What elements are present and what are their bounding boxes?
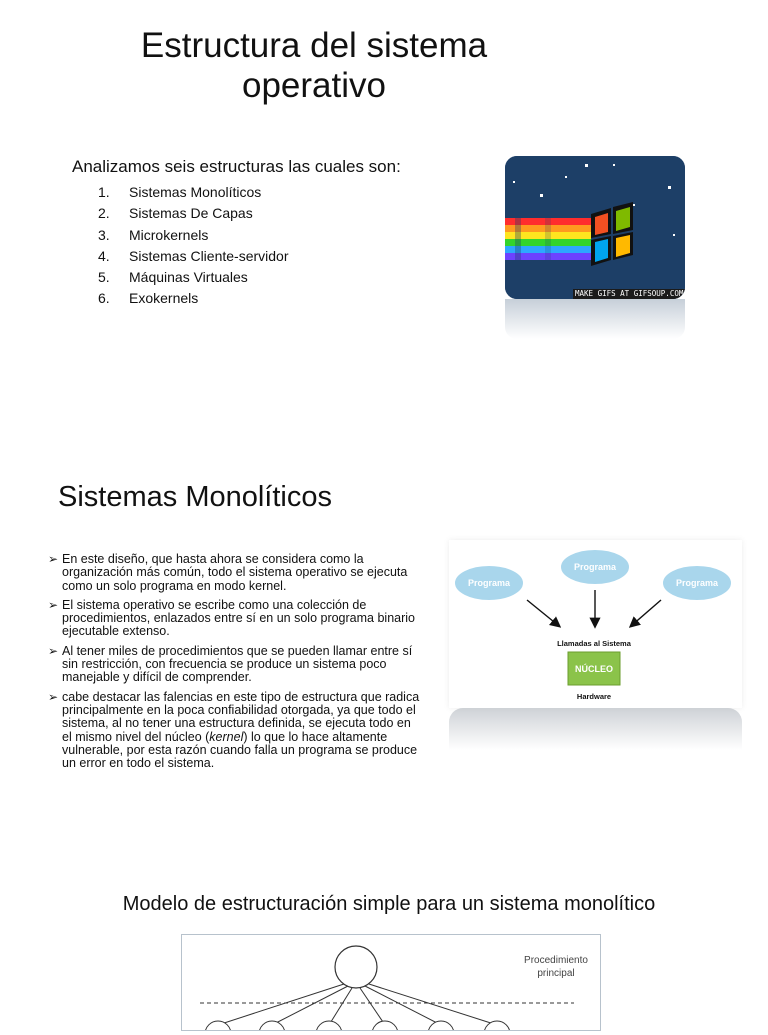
monolithic-diagram — [449, 540, 742, 708]
title-line-2: operativo — [242, 66, 386, 105]
tree-diagram-svg — [182, 935, 600, 1030]
structures-list — [98, 182, 289, 310]
arrow-left — [527, 600, 559, 626]
program-label-left: Programa — [467, 578, 511, 588]
windows-rainbow-image — [505, 156, 685, 299]
slide1-title — [0, 26, 628, 106]
system-calls-label: Llamadas al Sistema — [557, 639, 631, 648]
slide1-intro: Analizamos seis estructuras las cuales son: — [72, 157, 401, 176]
edge — [369, 984, 497, 1025]
list-item: 3. Microkernels — [98, 226, 209, 243]
edge — [218, 984, 344, 1025]
bullet-item: ➢ Al tener miles de procedimientos que se pueden llamar entre sí sin restricción, con frecuencia se produce un sistema poco manejable y difícil de comprender. — [48, 643, 413, 685]
hardware-label: Hardware — [576, 692, 612, 701]
arrow-right — [631, 600, 661, 626]
list-item: 6. Exokernels — [98, 290, 199, 307]
program-label-center: Programa — [573, 562, 617, 572]
list-item: 1. Sistemas Monolíticos — [98, 184, 262, 200]
diagram-svg — [449, 540, 742, 708]
list-item: 5. Máquinas Virtuales — [98, 269, 248, 286]
list-item: 2. Sistemas De Capas — [98, 205, 253, 222]
service-node — [372, 1021, 398, 1030]
image-reflection — [505, 299, 685, 339]
service-node — [259, 1021, 285, 1030]
service-node — [428, 1021, 454, 1030]
gif-caption: MAKE GIFS AT GIFSOUP.COM — [575, 289, 684, 298]
slide2-title: Sistemas Monolíticos — [58, 481, 332, 513]
arrow-bullet-icon: ➢ — [48, 597, 59, 612]
main-procedure-label-1: Procedimiento — [524, 955, 588, 966]
monolithic-bullets — [48, 553, 420, 776]
edge — [365, 986, 441, 1025]
edge — [272, 986, 348, 1025]
program-label-right: Programa — [675, 578, 719, 588]
edge — [360, 988, 385, 1025]
kernel-label: NÚCLEO — [575, 664, 613, 674]
bullet-item: ➢ En este diseño, que hasta ahora se considera como la organización más común, todo el sistema operativo se ejecuta como un solo programa en modo kernel. — [48, 552, 408, 593]
arrow-bullet-icon: ➢ — [48, 643, 59, 658]
windows-logo-icon — [505, 156, 685, 299]
main-procedure-node — [335, 946, 377, 988]
main-procedure-label-2: principal — [537, 968, 575, 979]
title-line-1: Estructura del sistema — [140, 26, 488, 65]
arrow-bullet-icon: ➢ — [48, 552, 59, 566]
slide3-title: Modelo de estructuración simple para un sistema monolítico — [122, 893, 656, 915]
arrow-bullet-icon: ➢ — [48, 689, 59, 704]
bullet-item: ➢ El sistema operativo se escribe como una colección de procedimientos, enlazados entre sí en un solo programa binario ejecutable extenso. — [48, 597, 415, 639]
monolithic-model-diagram — [181, 934, 601, 1031]
bullet-item: ➢ cabe destacar las falencias en este tipo de estructura que radica principalmente en la poca confiabilidad otorgada, ya que todo el sistema, al no tener una estructura definida, se ejecuta todo en el mismo nivel del núcleo (kernel) lo que lo hace altamente vulnerable, por esta razón cuando falla un programa se produce un error en todo el sistema. — [48, 689, 420, 771]
service-node — [316, 1021, 342, 1030]
diagram-reflection — [449, 708, 742, 750]
list-item: 4. Sistemas Cliente-servidor — [98, 247, 289, 264]
